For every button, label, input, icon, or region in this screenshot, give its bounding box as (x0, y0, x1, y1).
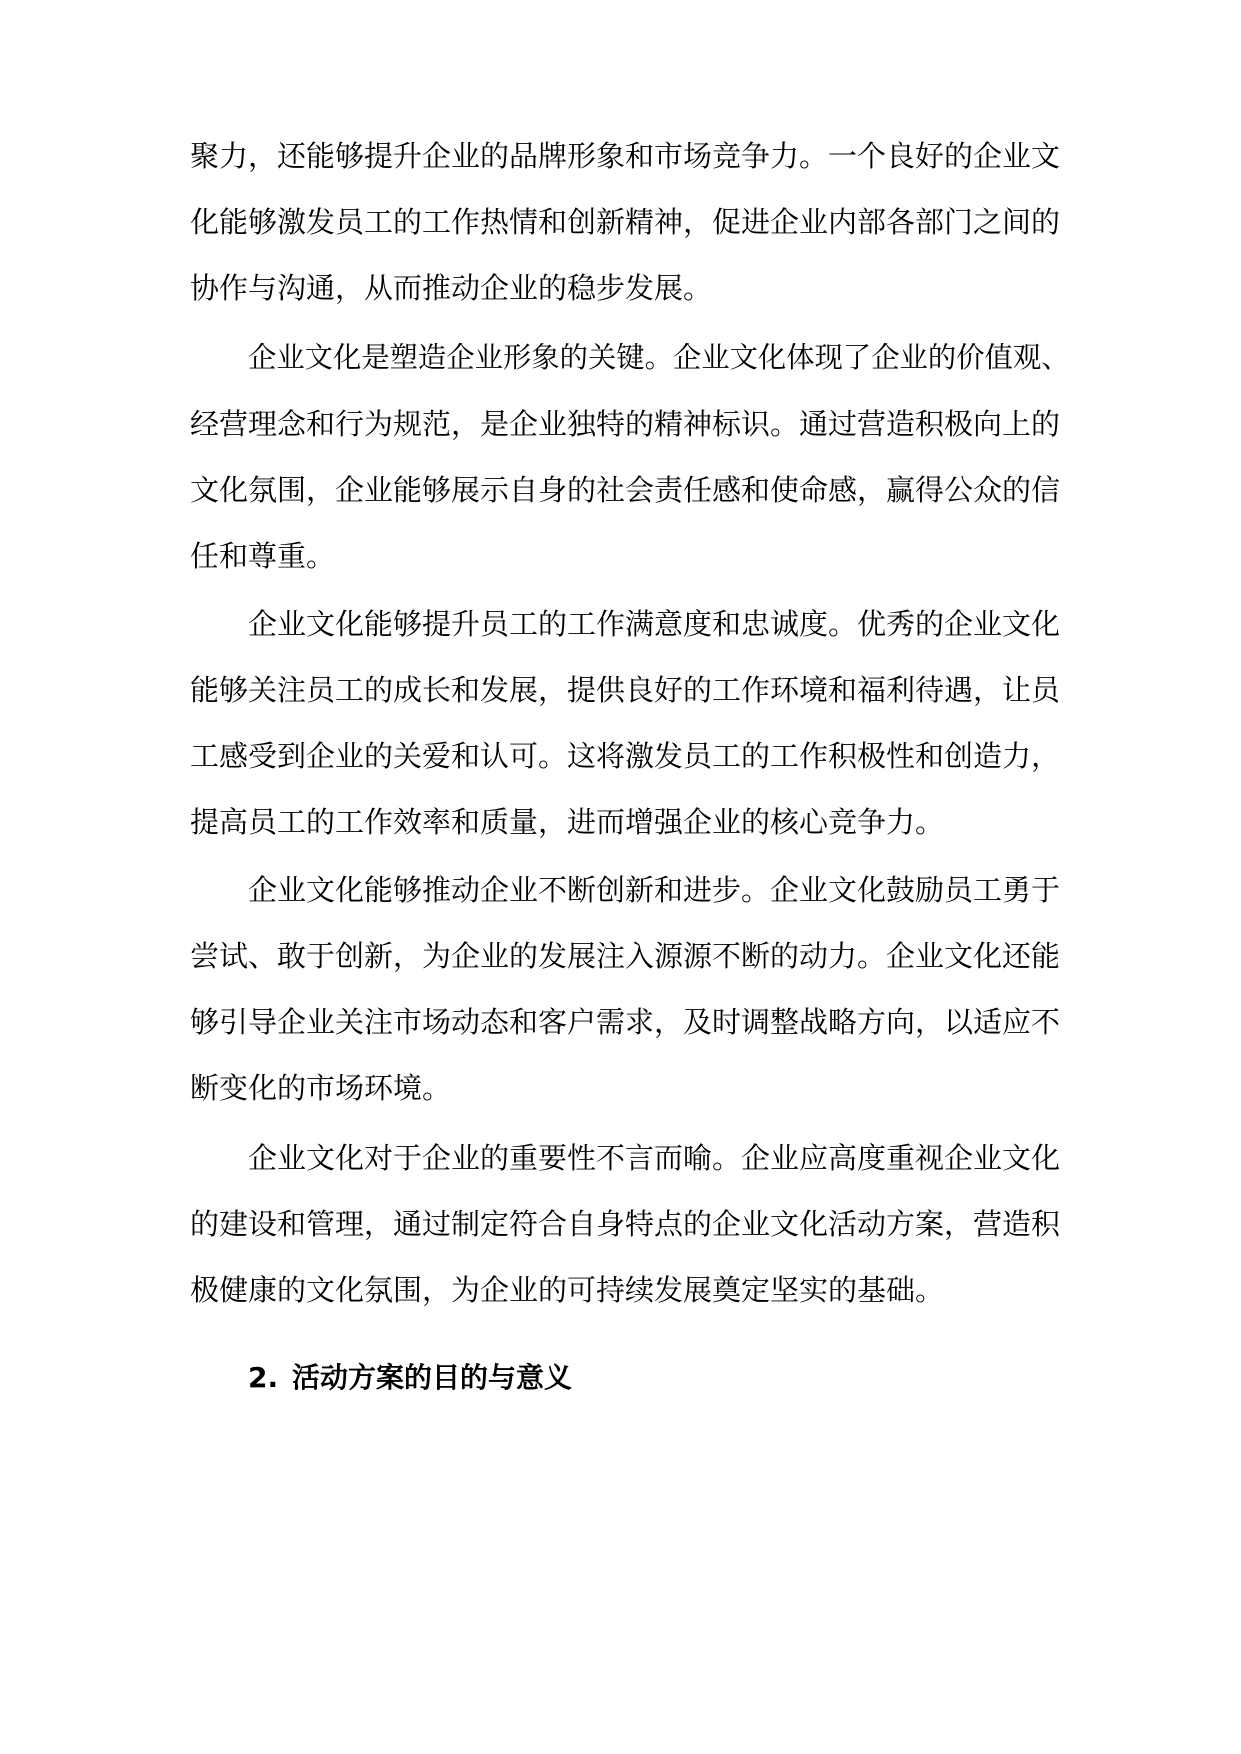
paragraph-5-line-1: 企业文化对于企业的重要性不言而喻。企业应高度重视企业文化 (248, 1141, 1061, 1175)
paragraph-3-line-3: 工感受到企业的关爱和认可。这将激发员工的工作积极性和创造力， (190, 739, 1061, 773)
paragraph-1-line-1: 聚力，还能够提升企业的品牌形象和市场竞争力。一个良好的企业文 (190, 139, 1061, 173)
paragraph-4-line-1: 企业文化能够推动企业不断创新和进步。企业文化鼓励员工勇于 (248, 873, 1061, 907)
paragraph-3-line-2: 能够关注员工的成长和发展，提供良好的工作环境和福利待遇，让员 (190, 673, 1061, 707)
section-heading (248, 1358, 572, 1398)
paragraph-4-line-3: 够引导企业关注市场动态和客户需求，及时调整战略方向，以适应不 (190, 1005, 1061, 1039)
paragraph-1-line-2: 化能够激发员工的工作热情和创新精神，促进企业内部各部门之间的 (190, 205, 1061, 239)
paragraph-2-line-1: 企业文化是塑造企业形象的关键。企业文化体现了企业的价值观、 (248, 341, 1070, 374)
paragraph-3-line-4: 提高员工的工作效率和质量，进而增强企业的核心竞争力。 (190, 805, 945, 839)
paragraph-2-line-4: 任和尊重。 (190, 539, 336, 573)
paragraph-4-line-4: 断变化的市场环境。 (190, 1071, 452, 1105)
paragraph-3-line-1: 企业文化能够提升员工的工作满意度和忠诚度。优秀的企业文化 (248, 607, 1061, 641)
paragraph-1-line-3: 协作与沟通，从而推动企业的稳步发展。 (190, 271, 713, 305)
paragraph-2-line-2: 经营理念和行为规范，是企业独特的精神标识。通过营造积极向上的 (190, 407, 1061, 441)
section-number: 2. (248, 1361, 279, 1394)
paragraph-2-line-3: 文化氛围，企业能够展示自身的社会责任感和使命感，赢得公众的信 (190, 473, 1061, 507)
paragraph-5-line-2: 的建设和管理，通过制定符合自身特点的企业文化活动方案，营造积 (190, 1207, 1061, 1241)
section-title: 活动方案的目的与意义 (292, 1361, 573, 1394)
paragraph-4-line-2: 尝试、敢于创新，为企业的发展注入源源不断的动力。企业文化还能 (190, 939, 1061, 973)
paragraph-5-line-3: 极健康的文化氛围，为企业的可持续发展奠定坚实的基础。 (190, 1273, 945, 1307)
